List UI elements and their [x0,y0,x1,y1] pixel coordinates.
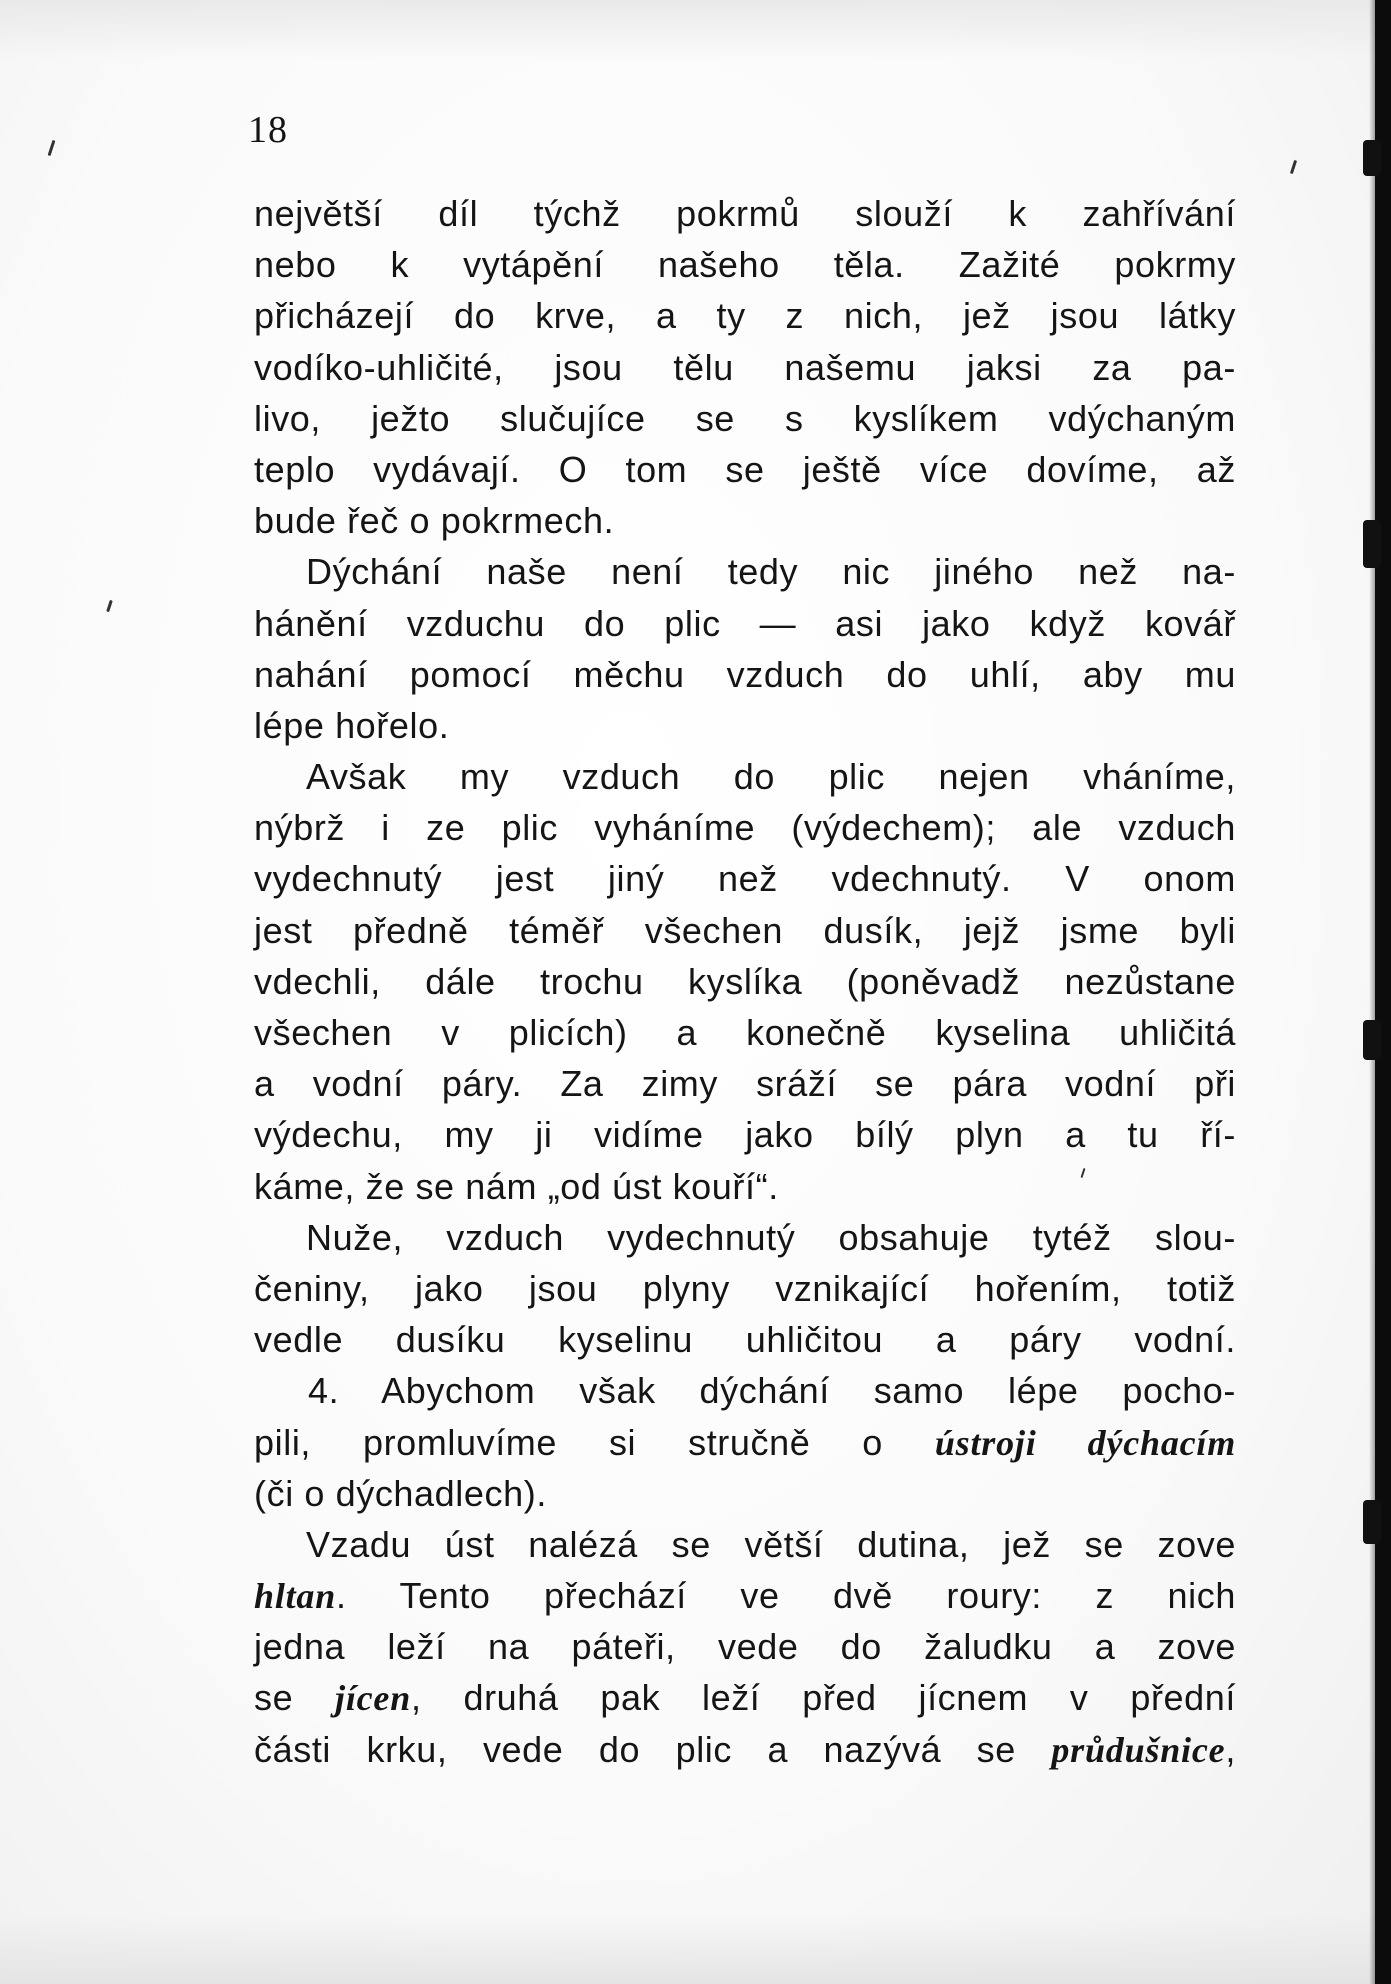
text-line [254,1417,1236,1468]
text-line: jest předně téměř všechen dusík, jejž jsme byli [254,909,1236,951]
text-segment: pili, promluvíme si stručně o [254,1421,935,1463]
page-binding-edge [1375,0,1391,1984]
emphasis-term: hltan [254,1576,337,1617]
emphasis-term: ústroji dýchacím [934,1422,1237,1463]
text-line: teplo vydávají. O tom se ještě více dovíme, až [254,448,1236,490]
text-line: a vodní páry. Za zimy sráží se pára vodní při [254,1063,1236,1105]
text-segment: části krku, vede do plic a nazývá se [254,1728,1052,1770]
edge-notch-mark [1363,140,1381,176]
text-line: Nuže, vzduch vydechnutý obsahuje tytéž slou- [306,1216,1236,1258]
page-number: 18 [248,109,288,151]
body-text [254,188,1236,1775]
scan-bottom-shadow [0,1914,1391,1984]
text-line: bude řeč o pokrmech. [254,500,615,542]
text-line: hánění vzduchu do plic — asi jako když kovář [254,602,1236,644]
text-segment: se [254,1677,336,1719]
text-line: káme, že se nám „od úst kouří“. [254,1165,779,1207]
section-start-line: 4. Abychom však dýchání samo lépe pocho- [308,1370,1236,1412]
text-line [254,1570,1236,1621]
text-line: vodíko-uhličité, jsou tělu našemu jaksi za pa- [254,346,1236,388]
text-line: vedle dusíku kyselinu uhličitou a páry vodní. [254,1319,1236,1361]
text-line: výdechu, my ji vidíme jako bílý plyn a tu ří- [254,1114,1236,1156]
text-line: všechen v plicích) a konečně kyselina uhličitá [254,1012,1236,1053]
text-line: nebo k vytápění našeho těla. Zažité pokrmy [254,244,1236,286]
text-line: nahání pomocí měchu vzduch do uhlí, aby mu [254,653,1236,695]
text-line: vydechnutý jest jiný než vdechnutý. V onom [254,858,1236,900]
edge-notch-mark [1363,1500,1381,1544]
text-line: největší díl týchž pokrmů slouží k zahřívání [254,193,1236,234]
text-line [254,1724,1236,1775]
text-segment: , druhá pak leží před jícnem v přední [411,1677,1237,1719]
text-line: (či o dýchadlech). [254,1472,547,1514]
text-line: čeniny, jako jsou plyny vznikající hořením, totiž [254,1267,1236,1309]
emphasis-term: průdušnice [1051,1729,1226,1770]
edge-notch-mark [1363,520,1381,568]
text-line: Dýchání naše není tedy nic jiného než na- [306,551,1236,593]
text-line: jedna leží na páteři, vede do žaludku a zove [254,1626,1236,1668]
text-line: livo, ježto slučujíce se s kyslíkem vdýchaným [254,397,1236,439]
scan-top-shadow [0,0,1391,60]
text-line: lépe hořelo. [254,704,450,746]
edge-notch-mark [1363,1020,1381,1060]
text-line: nýbrž i ze plic vyháníme (výdechem); ale vzduch [254,807,1236,849]
text-line: Avšak my vzduch do plic nejen vháníme, [306,756,1236,798]
text-segment: . Tento přechází ve dvě roury: z nich [336,1575,1236,1617]
text-line: vdechli, dále trochu kyslíka (poněvadž nezůstane [254,960,1236,1002]
text-segment: , [1225,1728,1236,1770]
text-line: přicházejí do krve, a ty z nich, jež jsou látky [254,295,1236,337]
emphasis-term: jícen [335,1678,412,1719]
text-line: Vzadu úst nalézá se větší dutina, jež se zove [306,1523,1236,1565]
text-line [254,1672,1236,1723]
